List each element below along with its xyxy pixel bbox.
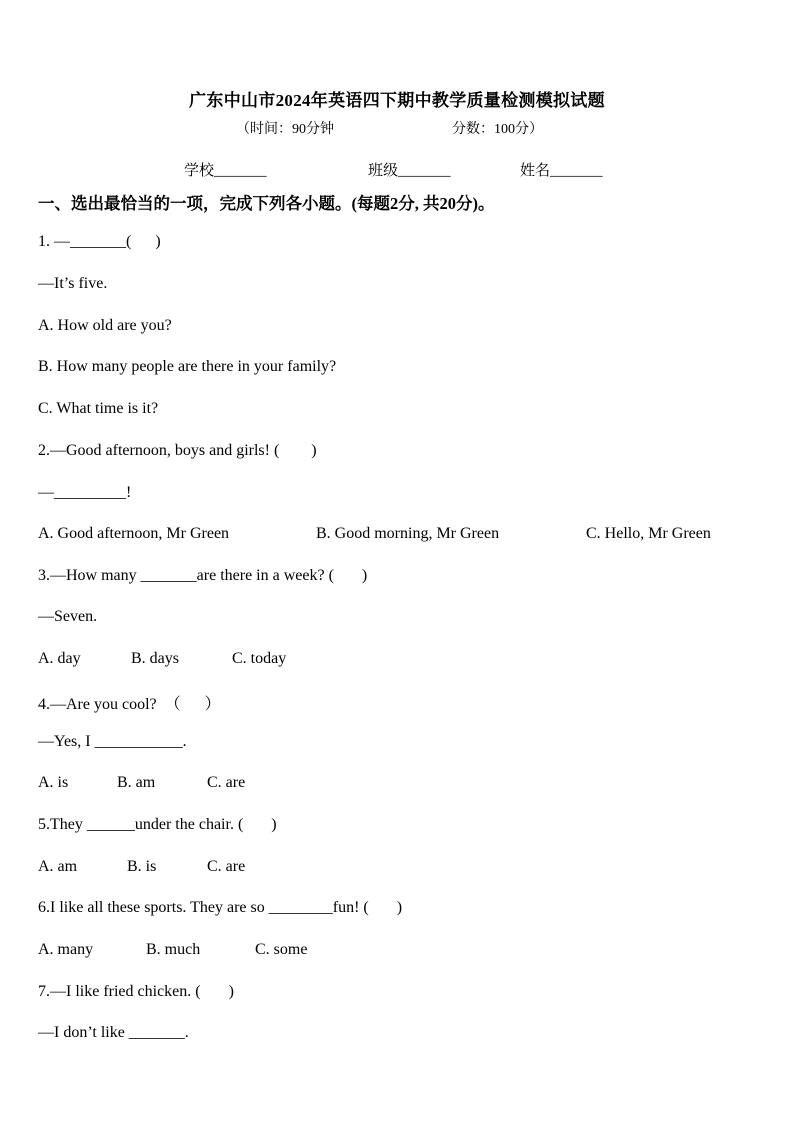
name-field: 姓名_______	[520, 163, 603, 179]
page-title: 广东中山市2024年英语四下期中教学质量检测模拟试题	[189, 91, 605, 110]
option-c: C. What time is it?	[38, 400, 159, 417]
question-line: 1. —_______( )	[38, 233, 161, 250]
option-a: A. day	[38, 650, 81, 667]
answer-line: —It’s five.	[38, 275, 108, 292]
answer-line: —_________!	[38, 484, 132, 501]
answer-line: —Yes, I ___________.	[38, 733, 187, 750]
option-b: B. How many people are there in your family?	[38, 358, 337, 375]
time-label: （时间：90分钟	[236, 122, 334, 137]
answer-line: —I don’t like _______.	[38, 1024, 189, 1041]
question-line: 3.—How many _______are there in a week? ( )	[38, 567, 368, 584]
option-b: B. am	[117, 774, 156, 791]
section-heading: 一、选出最恰当的一项，完成下列各小题。(每题2分, 共20分)。	[38, 194, 495, 213]
answer-line: —Seven.	[38, 608, 98, 625]
option-b: B. much	[146, 941, 201, 958]
question-line: 6.I like all these sports. They are so ________fun! ( )	[38, 899, 403, 916]
option-a: A. am	[38, 858, 78, 875]
option-c: C. today	[232, 650, 287, 667]
question-line: 4.—Are you cool? （ ）	[38, 696, 221, 713]
option-c: C. are	[207, 858, 246, 875]
option-b: B. Good morning, Mr Green	[316, 525, 500, 542]
question-line: 2.—Good afternoon, boys and girls! ( )	[38, 442, 317, 459]
score-label: 分数：100分）	[452, 122, 543, 137]
option-a: A. Good afternoon, Mr Green	[38, 525, 230, 542]
question-line: 7.—I like fried chicken. ( )	[38, 983, 234, 1000]
school-field: 学校_______	[184, 163, 267, 179]
class-field: 班级_______	[368, 163, 451, 179]
question-line: 5.They ______under the chair. ( )	[38, 816, 277, 833]
option-c: C. Hello, Mr Green	[586, 525, 711, 542]
option-b: B. days	[131, 650, 179, 667]
option-a: A. is	[38, 774, 69, 791]
option-c: C. some	[255, 941, 308, 958]
option-a: A. How old are you?	[38, 317, 172, 334]
option-c: C. are	[207, 774, 246, 791]
option-a: A. many	[38, 941, 94, 958]
option-b: B. is	[127, 858, 157, 875]
